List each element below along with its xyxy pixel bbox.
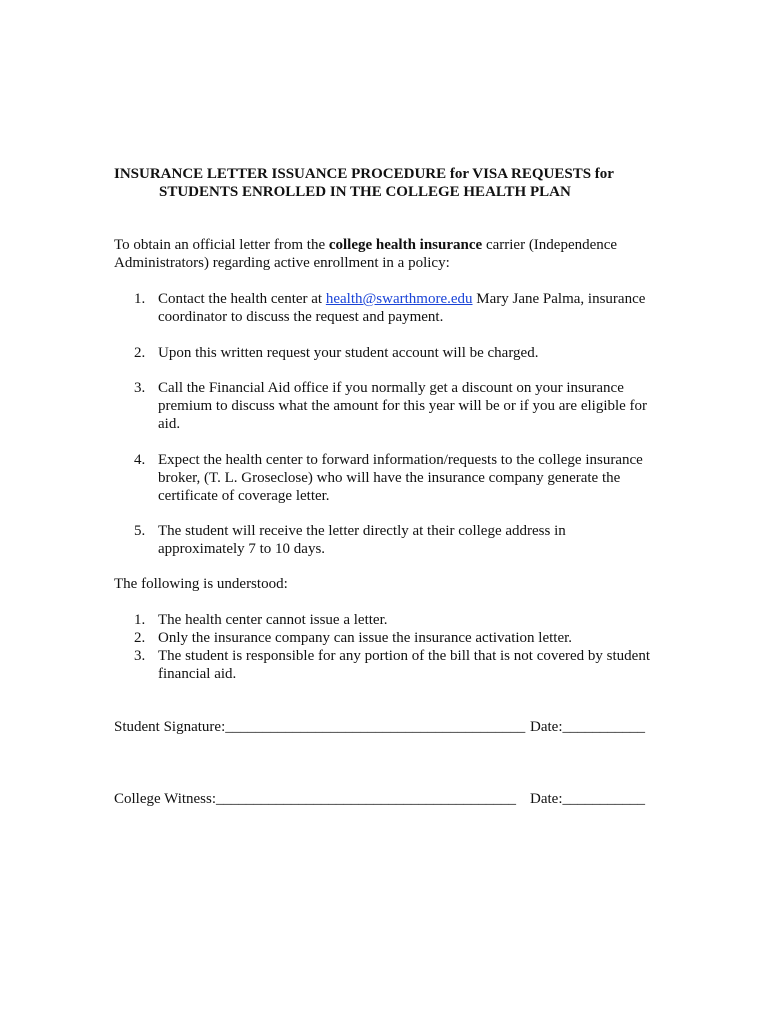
student-signature-field[interactable]: ________________________________________ xyxy=(225,719,526,735)
step-text: Upon this written request your student account will be charged. xyxy=(158,345,539,361)
step-1-line-2: coordinator to discuss the request and payment. xyxy=(158,309,444,325)
step-number: 2. xyxy=(134,345,146,361)
step-4-line-2: broker, (T. L. Groseclose) who will have the insurance company generate the xyxy=(158,470,621,486)
intro-text-end: carrier (Independence xyxy=(482,237,618,253)
witness-date-field[interactable]: ___________ xyxy=(562,791,645,807)
understood-heading: The following is understood: xyxy=(114,576,288,592)
step-3-line-1: Call the Financial Aid office if you normally get a discount on your insurance xyxy=(158,380,624,396)
item-number: 3. xyxy=(134,648,146,664)
step-number: 1. xyxy=(134,291,146,307)
college-witness-label: College Witness: xyxy=(114,791,217,807)
step-number: 5. xyxy=(134,523,146,539)
step-5-line-1: The student will receive the letter directly at their college address in xyxy=(158,523,566,539)
step-1-text-start: Contact the health center at xyxy=(158,291,326,307)
item-3-line-1: The student is responsible for any portion of the bill that is not covered by student xyxy=(158,648,650,664)
witness-date-label: Date: xyxy=(530,791,563,807)
title-line-1: INSURANCE LETTER ISSUANCE PROCEDURE for VISA REQUESTS for xyxy=(114,166,614,182)
student-date-field[interactable]: ___________ xyxy=(562,719,645,735)
step-number: 4. xyxy=(134,452,146,468)
student-signature-row xyxy=(114,718,659,736)
intro-paragraph xyxy=(114,236,659,272)
intro-line-2: Administrators) regarding active enrollment in a policy: xyxy=(114,255,450,271)
student-signature-label: Student Signature: xyxy=(114,719,226,735)
item-text xyxy=(158,647,658,683)
intro-text-start: To obtain an official letter from the xyxy=(114,237,329,253)
step-3-line-2: premium to discuss what the amount for this year will be or if you are eligible for xyxy=(158,398,648,414)
step-text xyxy=(158,522,658,558)
step-3-line-3: aid. xyxy=(158,416,181,432)
step-text xyxy=(158,290,658,326)
intro-bold-text: college health insurance xyxy=(328,237,483,253)
college-witness-row xyxy=(114,790,659,808)
step-4-line-1: Expect the health center to forward information/requests to the college insurance xyxy=(158,452,643,468)
item-number: 2. xyxy=(134,630,146,646)
witness-date xyxy=(530,790,645,808)
title-line-2: STUDENTS ENROLLED IN THE COLLEGE HEALTH PLAN xyxy=(159,184,571,200)
student-date-label: Date: xyxy=(530,719,563,735)
item-number: 1. xyxy=(134,612,146,628)
document-title xyxy=(114,165,634,201)
step-5-line-2: approximately 7 to 10 days. xyxy=(158,541,326,557)
step-text xyxy=(158,451,658,505)
item-3-line-2: financial aid. xyxy=(158,666,237,682)
health-email-link[interactable]: health@swarthmore.edu xyxy=(325,291,473,307)
step-number: 3. xyxy=(134,380,146,396)
college-witness-field[interactable]: ________________________________________ xyxy=(216,791,517,807)
step-4-line-3: certificate of coverage letter. xyxy=(158,488,330,504)
step-text xyxy=(158,379,658,433)
student-date xyxy=(530,718,645,736)
item-text: Only the insurance company can issue the insurance activation letter. xyxy=(158,630,573,646)
step-1-text-end: Mary Jane Palma, insurance xyxy=(472,291,646,307)
item-text: The health center cannot issue a letter. xyxy=(158,612,388,628)
